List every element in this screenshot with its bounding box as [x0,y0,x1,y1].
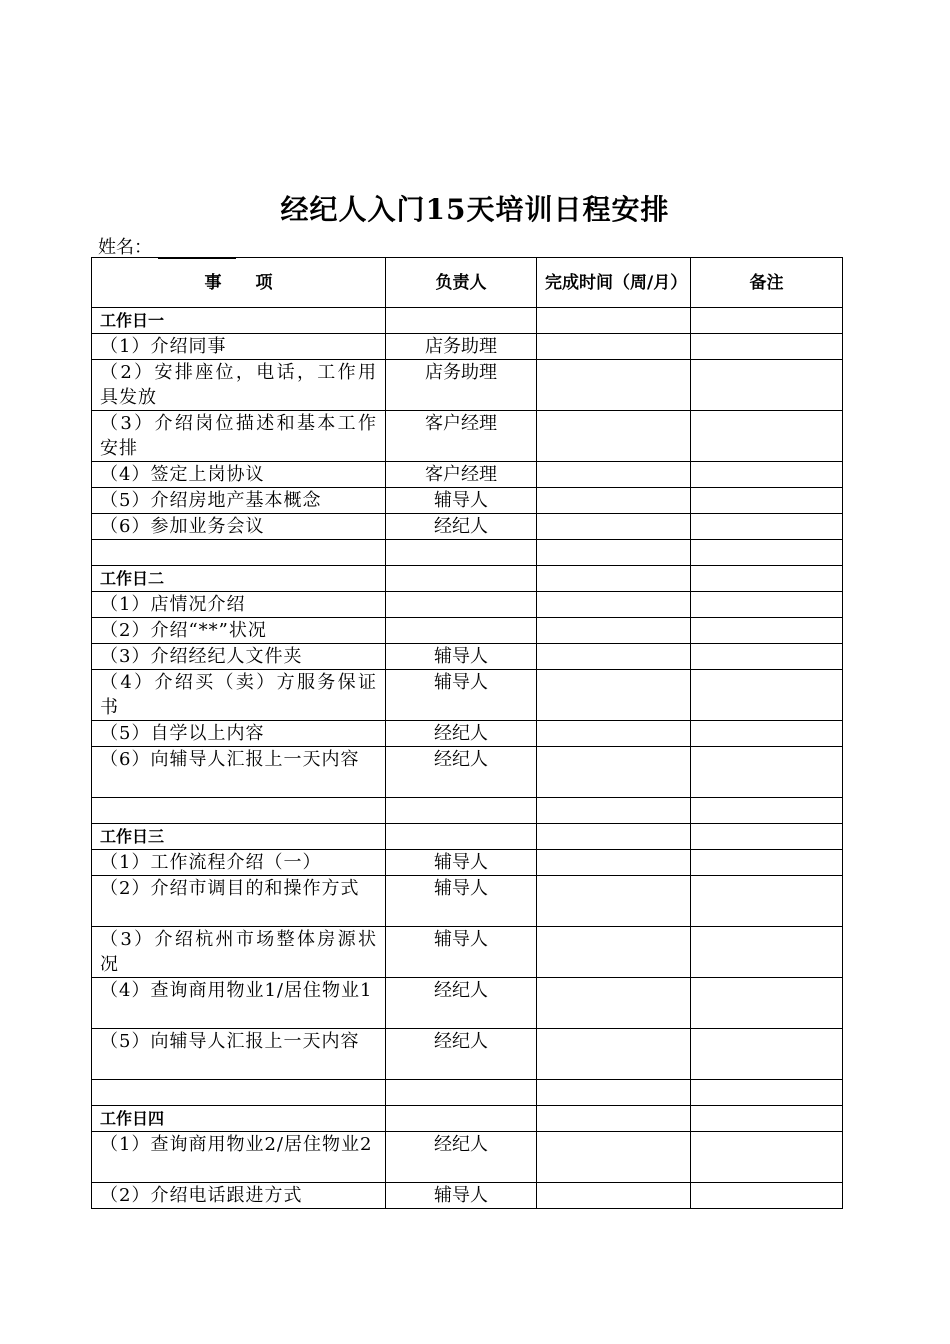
task-cell: （2）介绍市调目的和操作方式 [92,876,386,927]
day-header-row [92,1106,843,1132]
task-cell: （6）参加业务会议 [92,514,386,540]
table-row [92,514,843,540]
remark-cell[interactable] [691,1080,843,1106]
remark-cell[interactable] [691,721,843,747]
remark-cell[interactable] [691,798,843,824]
time-cell[interactable] [537,1183,691,1209]
time-cell[interactable] [537,670,691,721]
remark-cell[interactable] [691,360,843,411]
task-cell: （1）工作流程介绍（一） [92,850,386,876]
task-cell [92,798,386,824]
person-cell: 经纪人 [386,1132,537,1183]
remark-cell[interactable] [691,462,843,488]
person-cell: 经纪人 [386,721,537,747]
person-cell [386,592,537,618]
task-cell: （4）介绍买（卖）方服务保证书 [92,670,386,721]
person-cell [386,824,537,850]
table-row [92,721,843,747]
remark-cell[interactable] [691,411,843,462]
time-cell[interactable] [537,618,691,644]
person-cell: 辅导人 [386,927,537,978]
document-title: 经纪人入门15天培训日程安排 [280,193,670,226]
person-cell: 辅导人 [386,488,537,514]
header-person: 负责人 [386,258,537,308]
day-header-row [92,308,843,334]
name-label: 姓名： [98,237,152,258]
remark-cell[interactable] [691,876,843,927]
person-cell [386,308,537,334]
person-cell: 辅导人 [386,670,537,721]
task-cell: （5）介绍房地产基本概念 [92,488,386,514]
remark-cell[interactable] [691,334,843,360]
remark-cell[interactable] [691,670,843,721]
person-cell: 经纪人 [386,1029,537,1080]
remark-cell[interactable] [691,747,843,798]
time-cell[interactable] [537,850,691,876]
task-cell: （5）向辅导人汇报上一天内容 [92,1029,386,1080]
task-cell: （3）介绍岗位描述和基本工作安排 [92,411,386,462]
person-cell [386,540,537,566]
task-cell: （2）介绍“**”状况 [92,618,386,644]
time-cell[interactable] [537,462,691,488]
day-label: 工作日四 [92,1106,386,1132]
blank-row [92,1080,843,1106]
header-item: 事 项 [92,258,386,308]
person-cell [386,618,537,644]
remark-cell[interactable] [691,540,843,566]
table-row [92,927,843,978]
table-row [92,1029,843,1080]
remark-cell[interactable] [691,618,843,644]
remark-cell[interactable] [691,824,843,850]
table-row [92,488,843,514]
time-cell[interactable] [537,824,691,850]
time-cell[interactable] [537,308,691,334]
task-cell: （5）自学以上内容 [92,721,386,747]
task-cell [92,1080,386,1106]
day-label: 工作日二 [92,566,386,592]
table-row [92,747,843,798]
day-label: 工作日一 [92,308,386,334]
time-cell[interactable] [537,411,691,462]
remark-cell[interactable] [691,1183,843,1209]
table-row [92,850,843,876]
task-cell: （4）签定上岗协议 [92,462,386,488]
person-cell: 经纪人 [386,747,537,798]
table-row [92,360,843,411]
table-header-row [92,258,843,308]
time-cell[interactable] [537,798,691,824]
task-cell: （2）介绍电话跟进方式 [92,1183,386,1209]
time-cell[interactable] [537,747,691,798]
remark-cell[interactable] [691,308,843,334]
remark-cell[interactable] [691,927,843,978]
person-cell: 经纪人 [386,978,537,1029]
day-header-row [92,824,843,850]
task-cell: （1）店情况介绍 [92,592,386,618]
remark-cell[interactable] [691,488,843,514]
time-cell[interactable] [537,592,691,618]
person-cell [386,1106,537,1132]
remark-cell[interactable] [691,566,843,592]
day-label: 工作日三 [92,824,386,850]
day-header-row [92,566,843,592]
time-cell[interactable] [537,721,691,747]
time-cell[interactable] [537,1106,691,1132]
person-cell [386,1080,537,1106]
remark-cell[interactable] [691,514,843,540]
table-row [92,411,843,462]
time-cell[interactable] [537,360,691,411]
blank-row [92,540,843,566]
time-cell[interactable] [537,978,691,1029]
table-body [92,308,843,1209]
table-row [92,618,843,644]
remark-cell[interactable] [691,592,843,618]
table-row [92,876,843,927]
person-cell: 辅导人 [386,644,537,670]
blank-row [92,798,843,824]
person-cell: 辅导人 [386,1183,537,1209]
remark-cell[interactable] [691,644,843,670]
task-cell: （1）介绍同事 [92,334,386,360]
time-cell[interactable] [537,566,691,592]
table-row [92,592,843,618]
task-cell: （1）查询商用物业2/居住物业2 [92,1132,386,1183]
time-cell[interactable] [537,514,691,540]
remark-cell[interactable] [691,978,843,1029]
table-row [92,1183,843,1209]
task-cell [92,540,386,566]
person-cell: 客户经理 [386,462,537,488]
person-cell [386,798,537,824]
table-row [92,644,843,670]
header-remark: 备注 [691,258,843,308]
time-cell[interactable] [537,1029,691,1080]
time-cell[interactable] [537,927,691,978]
person-cell: 客户经理 [386,411,537,462]
time-cell[interactable] [537,488,691,514]
remark-cell[interactable] [691,1106,843,1132]
time-cell[interactable] [537,540,691,566]
task-cell: （4）查询商用物业1/居住物业1 [92,978,386,1029]
header-time: 完成时间（周/月） [537,258,691,308]
person-cell [386,566,537,592]
task-cell: （6）向辅导人汇报上一天内容 [92,747,386,798]
table-row [92,978,843,1029]
time-cell[interactable] [537,334,691,360]
table-row [92,334,843,360]
remark-cell[interactable] [691,1132,843,1183]
remark-cell[interactable] [691,1029,843,1080]
task-cell: （3）介绍杭州市场整体房源状况 [92,927,386,978]
time-cell[interactable] [537,644,691,670]
table-row [92,1132,843,1183]
time-cell[interactable] [537,876,691,927]
remark-cell[interactable] [691,850,843,876]
task-cell: （2）安排座位，电话，工作用具发放 [92,360,386,411]
name-field [98,233,236,259]
person-cell: 店务助理 [386,360,537,411]
table-row [92,462,843,488]
person-cell: 辅导人 [386,876,537,927]
time-cell[interactable] [537,1132,691,1183]
person-cell: 经纪人 [386,514,537,540]
time-cell[interactable] [537,1080,691,1106]
person-cell: 辅导人 [386,850,537,876]
table-row [92,670,843,721]
task-cell: （3）介绍经纪人文件夹 [92,644,386,670]
person-cell: 店务助理 [386,334,537,360]
schedule-table [91,257,843,1209]
